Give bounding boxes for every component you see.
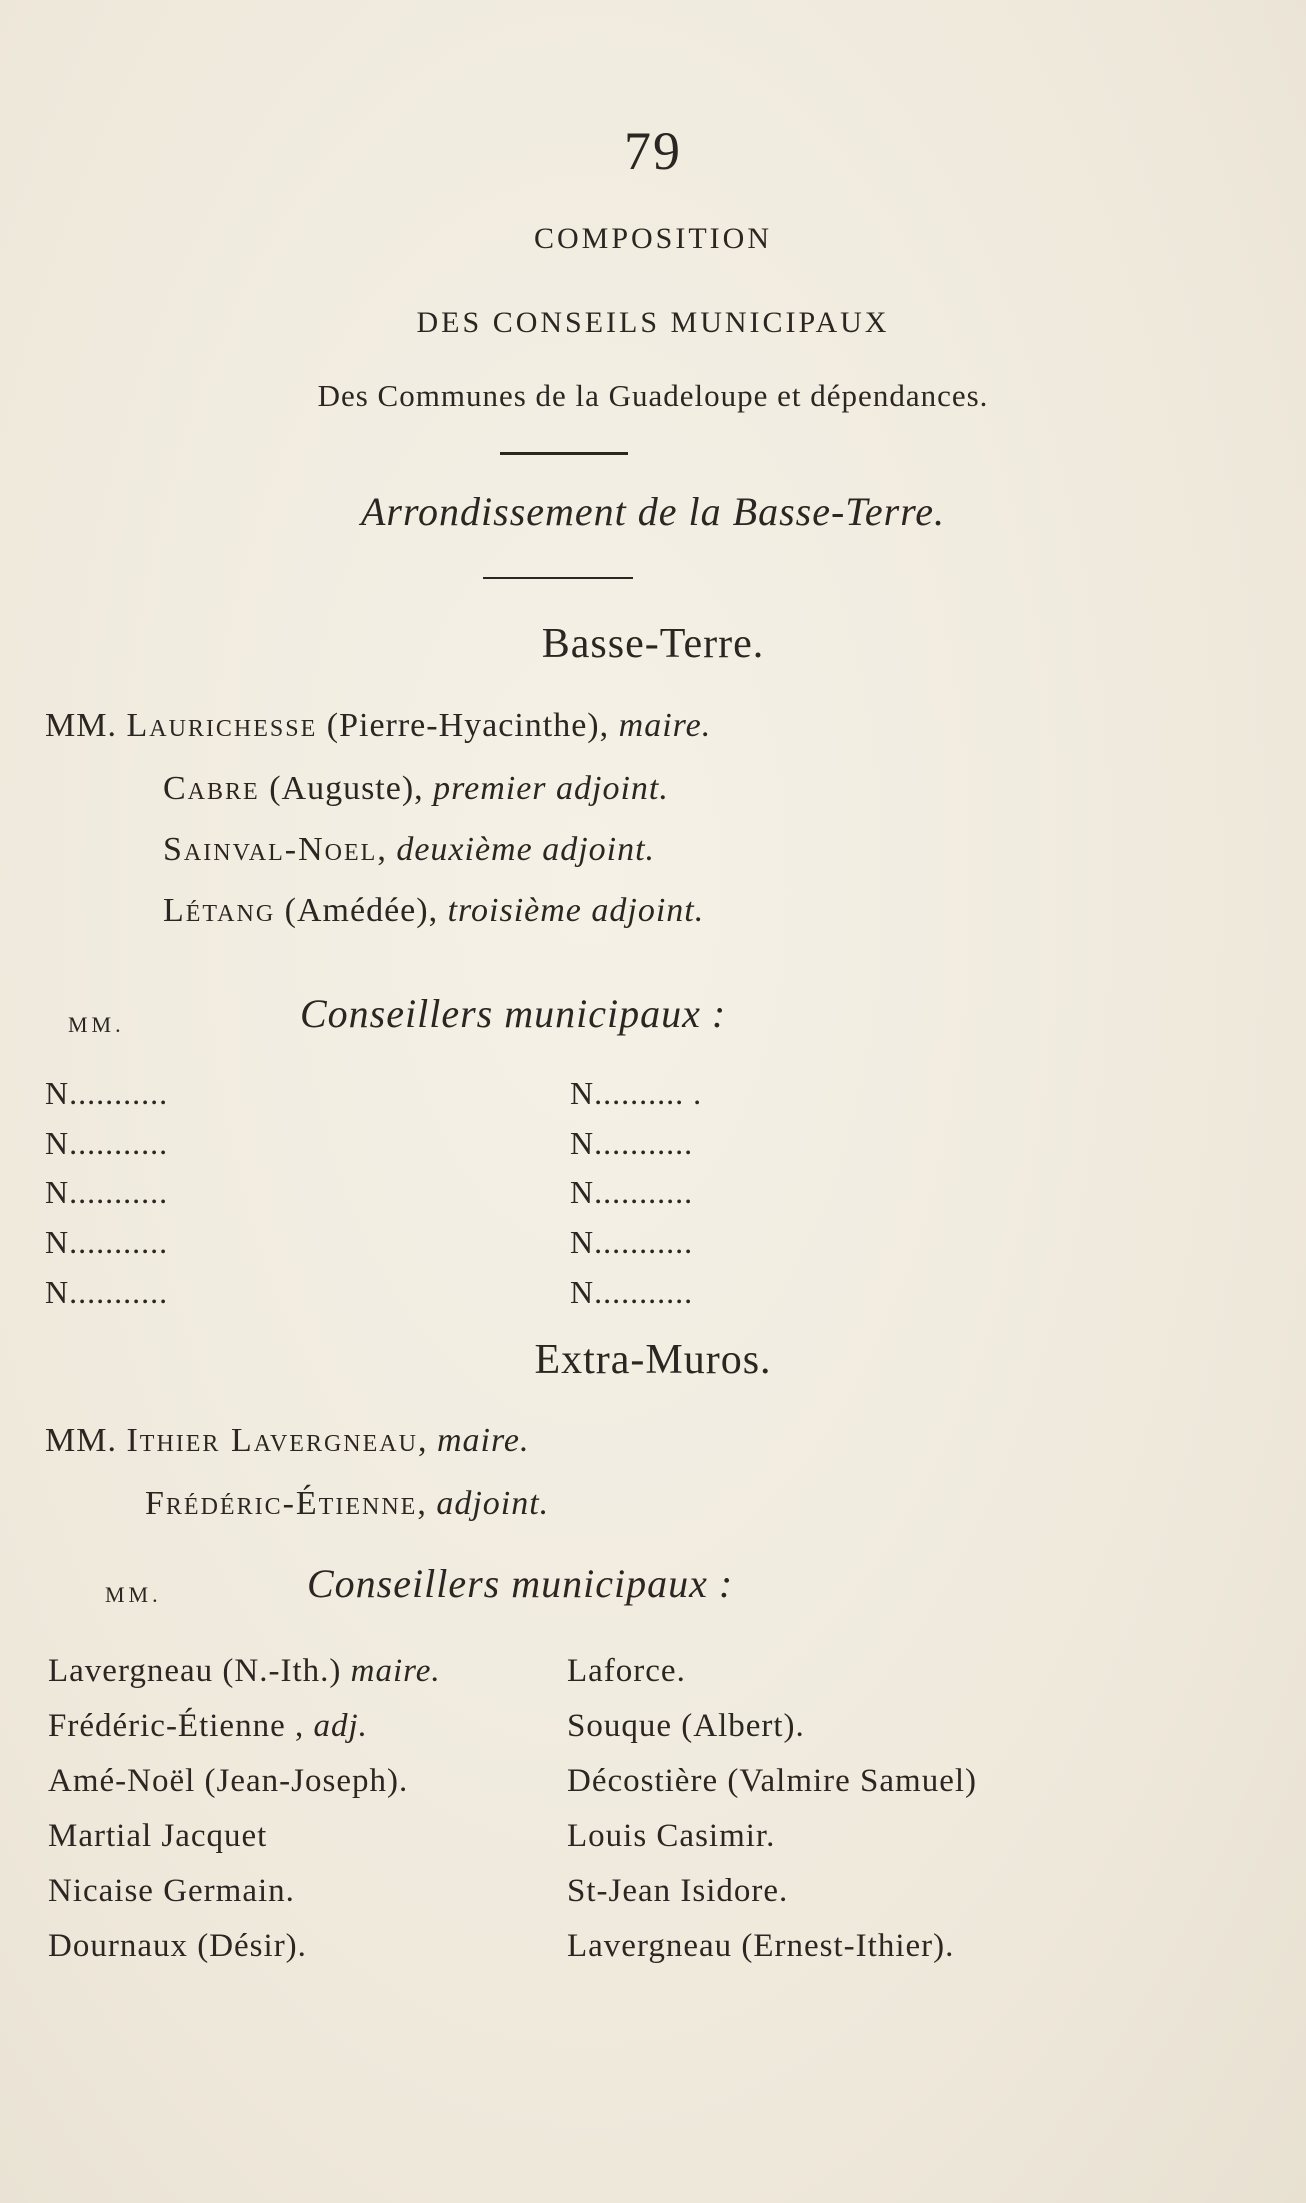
officer-detail: , bbox=[417, 1422, 437, 1459]
officer-line bbox=[145, 1485, 549, 1523]
page-number: 79 bbox=[624, 121, 682, 181]
officer-line bbox=[45, 1422, 530, 1460]
officer-prefix: MM. bbox=[45, 707, 117, 744]
councillor-name bbox=[48, 1873, 295, 1910]
councillor-name: St-Jean Isidore. bbox=[567, 1873, 789, 1909]
councillor-name: Décostière (Valmire Samuel) bbox=[567, 1763, 978, 1799]
councillor-placeholder: N........... bbox=[45, 1174, 169, 1210]
heading-line-3: Des Communes de la Guadeloupe et dépendances. bbox=[317, 378, 989, 413]
councillor-text: Dournaux (Désir). bbox=[48, 1928, 307, 1964]
councillor-placeholder: N........... bbox=[45, 1274, 169, 1310]
councillors-prefix: MM. bbox=[68, 1012, 125, 1037]
councillor-text: Frédéric-Étienne , bbox=[48, 1708, 314, 1744]
councillor-name bbox=[48, 1708, 368, 1745]
officer-line bbox=[163, 831, 655, 869]
councillor-placeholder: N........... bbox=[570, 1224, 694, 1260]
councillor-placeholder: N........... bbox=[570, 1274, 694, 1310]
councillor-text: Martial Jacquet bbox=[48, 1818, 268, 1854]
councillor-name: Laforce. bbox=[567, 1653, 686, 1689]
councillor-text: Amé-Noël (Jean-Joseph). bbox=[48, 1763, 409, 1799]
councillors-prefix: MM. bbox=[105, 1582, 162, 1607]
councillor-placeholder: N.......... . bbox=[570, 1075, 703, 1111]
councillor-placeholder: N........... bbox=[570, 1125, 694, 1161]
officer-detail: (Pierre-Hyacinthe), bbox=[317, 707, 619, 744]
officer-line bbox=[163, 770, 669, 808]
councillor-role: maire. bbox=[350, 1653, 441, 1689]
councillor-placeholder: N........... bbox=[45, 1125, 169, 1161]
heading-line-2: DES CONSEILS MUNICIPAUX bbox=[416, 306, 890, 339]
officer-detail: (Auguste), bbox=[259, 770, 434, 807]
heading-line-1: COMPOSITION bbox=[533, 222, 773, 255]
divider-rule bbox=[500, 452, 628, 455]
officer-detail: (Amédée), bbox=[275, 892, 448, 929]
councillors-label: Conseillers municipaux : bbox=[307, 1561, 734, 1606]
councillors-label: Conseillers municipaux : bbox=[300, 991, 727, 1036]
officer-role: adjoint. bbox=[436, 1485, 550, 1522]
officer-role: troisième adjoint. bbox=[447, 892, 705, 929]
officer-name: Laurichesse bbox=[126, 707, 318, 744]
councillor-text: Nicaise Germain. bbox=[48, 1873, 295, 1909]
officer-name: Cabre bbox=[163, 770, 260, 807]
councillor-placeholder: N........... bbox=[570, 1174, 694, 1210]
councillor-name: Louis Casimir. bbox=[567, 1818, 776, 1854]
councillor-name: Souque (Albert). bbox=[567, 1708, 805, 1744]
councillor-text: Lavergneau (N.-Ith.) bbox=[48, 1653, 351, 1689]
section-title-basse-terre: Basse-Terre. bbox=[541, 621, 765, 667]
officer-role: maire. bbox=[436, 1422, 530, 1459]
officer-detail: , bbox=[417, 1485, 437, 1522]
officer-name: Frédéric-Étienne bbox=[145, 1485, 418, 1522]
officer-name: Sainval-Noel bbox=[163, 831, 378, 868]
officer-line bbox=[163, 892, 704, 930]
section-title-extra-muros: Extra-Muros. bbox=[534, 1337, 772, 1383]
officer-prefix: MM. bbox=[45, 1422, 117, 1459]
councillor-placeholder: N........... bbox=[45, 1075, 169, 1111]
councillor-name bbox=[48, 1763, 408, 1800]
officer-role: premier adjoint. bbox=[433, 770, 669, 807]
officer-name: Ithier Lavergneau bbox=[126, 1422, 418, 1459]
councillor-placeholder: N........... bbox=[45, 1224, 169, 1260]
councillor-name bbox=[48, 1928, 307, 1965]
councillor-name: Lavergneau (Ernest-Ithier). bbox=[567, 1928, 955, 1964]
divider-rule bbox=[483, 577, 633, 579]
councillor-name bbox=[48, 1653, 441, 1690]
officer-role: deuxième adjoint. bbox=[396, 831, 656, 868]
arrondissement-title: Arrondissement de la Basse-Terre. bbox=[360, 489, 946, 534]
officer-detail: , bbox=[377, 831, 397, 868]
officer-name: Létang bbox=[163, 892, 276, 929]
councillor-name bbox=[48, 1818, 267, 1855]
officer-line bbox=[45, 707, 711, 745]
officer-role: maire. bbox=[618, 707, 712, 744]
councillor-role: adj. bbox=[313, 1708, 368, 1744]
